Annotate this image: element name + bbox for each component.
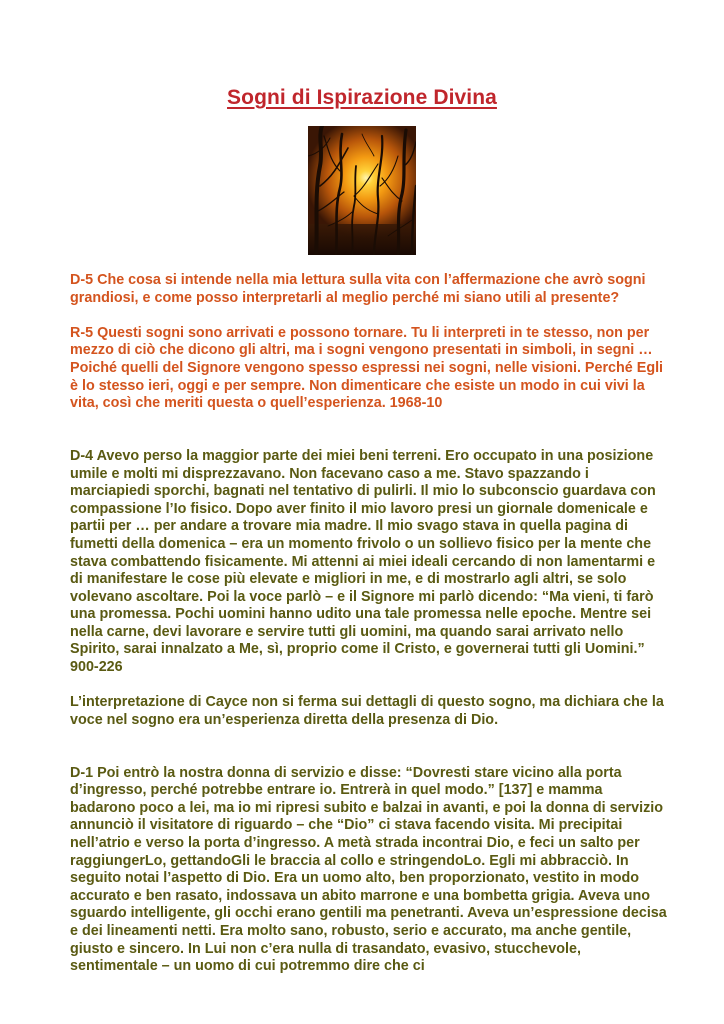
paragraph-question-d5: D-5 Che cosa si intende nella mia lettura sulla vita con l’affermazione che avrò sogni grandiosi, e come posso interpretarli al meglio perché mi siano utili al presente?	[70, 272, 646, 306]
sunset-trees-image	[308, 126, 416, 255]
paragraph-answer-r5: R-5 Questi sogni sono arrivati e possono tornare. Tu li interpreti in te stesso, non per mezzo di ciò che dicono gli altri, ma i sogni vengono presentati in simboli, in segni … Poiché quelli del Signore vengono spesso espressi nei sogni, nelle visioni. Perché Egli è lo stesso ieri, oggi e per sempre. Non dimenticare che esiste un modo in cui vivi la vita, così che meriti questa o quell’esperienza. 1968-10	[70, 324, 664, 412]
paragraph-question-d4: D-4 Avevo perso la maggior parte dei miei beni terreni. Ero occupato in una posizione umile e molti mi disprezzavano. Non facevano caso a me. Stavo spazzando i marciapiedi sporchi, bagnati nel tentativo di pulirli. Il mio lo subconscio guardava con compassione l’Io fisico. Dopo aver finito il mio lavoro presi un giornale domenicale e partii per … per andare a trovare mia madre. Il mio svago stava in quella pagina di fumetti della domenica – era un momento frivolo o un sollievo fisico per la mente che stava combattendo fisicamente. Mi attenni ai miei ideali cercando di non lamentarmi e di manifestare le cose più elevate e migliori in me, e di mostrarlo agli altri, se solo volevano ascoltare. Poi la voce parlò – e il Signore mi parlò dicendo: “Ma vieni, ti farò una promessa. Pochi uomini hanno udito una tale promessa nelle epoche. Mentre sei nella carne, devi lavorare e servire tutti gli uomini, ma quando sarai arrivato nello Spirito, sarai innalzato a Me, sì, proprio come il Cristo, e governerai tutti gli Uomini.” 900-226	[70, 447, 656, 676]
paragraph-interpretation: L’interpretazione di Cayce non si ferma sui dettagli di questo sogno, ma dichiara che la voce nel sogno era un’esperienza diretta della presenza di Dio.	[70, 694, 664, 728]
paragraph-question-d1: D-1 Poi entrò la nostra donna di servizio e disse: “Dovresti stare vicino alla porta d’ingresso, perché potrebbe entrare io. Entrerà in quel modo.” [137] e mamma badarono poco a lei, ma io mi ripresi subito e balzai in avanti, e poi la donna di servizio annunciò il visitatore di riguardo – che “Dio” ci stava facendo visita. Mi precipitai nell’atrio e verso la porta d’ingresso. A metà strada incontrai Dio, e feci un salto per raggiungerLo, gettandoGli le braccia al collo e stringendoLo. Egli mi abbracciò. In seguito notai l’aspetto di Dio. Era un uomo alto, ben proporzionato, vestito in modo accurato e ben rasato, indossava un abito marrone e una bombetta grigia. Aveva uno sguardo intelligente, gli occhi erano gentili ma penetranti. Aveva un’espressione decisa e dei lineamenti netti. Era molto sano, robusto, serio e accurato, ma anche gentile, giusto e sincero. In Lui non c’era nulla di trasandato, evasivo, stucchevole, sentimentale – un uomo di cui potremmo dire che ci	[70, 764, 667, 975]
page-title: Sogni di Ispirazione Divina	[227, 86, 497, 109]
document-body	[70, 272, 670, 976]
